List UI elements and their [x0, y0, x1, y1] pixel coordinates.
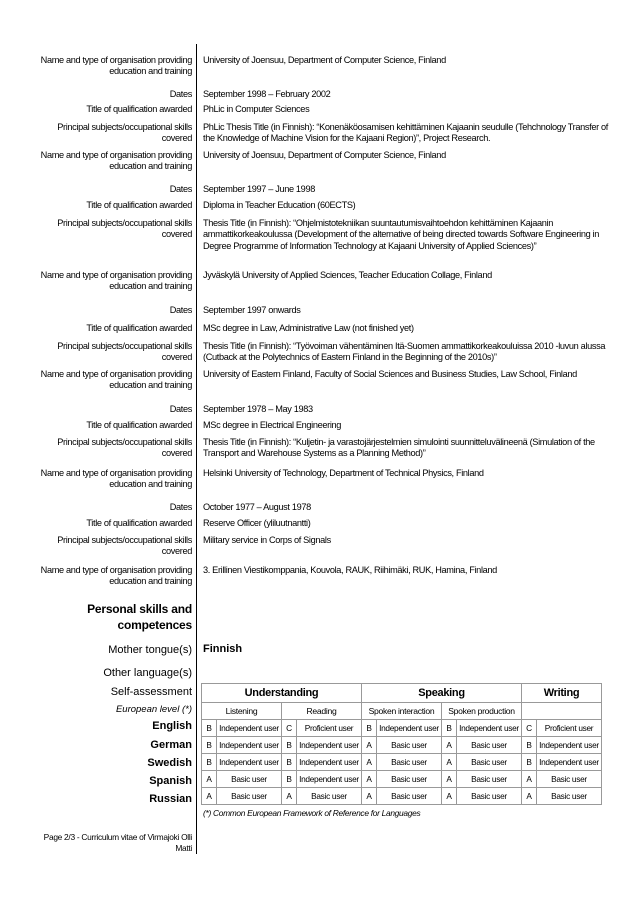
level-code-cell: A	[282, 788, 297, 805]
education-row-value: Diploma in Teacher Education (60ECTS)	[203, 200, 356, 210]
education-row-label: Title of qualification awarded	[86, 323, 192, 333]
language-row	[202, 754, 602, 771]
language-name: Spanish	[149, 775, 192, 787]
level-desc-cell: Basic user	[297, 788, 362, 805]
education-row-label: Name and type of organisation providing education and training	[40, 369, 192, 391]
level-code-cell: B	[522, 737, 537, 754]
level-code-cell: B	[522, 754, 537, 771]
education-row-label: Dates	[169, 89, 192, 99]
level-desc-cell: Basic user	[457, 788, 522, 805]
language-name: Swedish	[147, 757, 192, 769]
language-row	[202, 720, 602, 737]
education-row-label: Name and type of organisation providing education and training	[40, 468, 192, 490]
page-footer: Page 2/3 - Curriculum vitae of Virmajoki Olli Matti	[43, 832, 192, 853]
level-code-cell: B	[442, 720, 457, 737]
cefr-footnote: (*) Common European Framework of Reference for Languages	[203, 808, 421, 818]
education-row-label: Title of qualification awarded	[86, 200, 192, 210]
level-desc-cell: Basic user	[377, 771, 442, 788]
level-code-cell: B	[282, 754, 297, 771]
level-code-cell: A	[362, 771, 377, 788]
level-desc-cell: Basic user	[457, 754, 522, 771]
level-desc-cell: Independent user	[297, 754, 362, 771]
other-languages-label: Other language(s)	[103, 667, 192, 679]
subhead-spoken-interaction: Spoken interaction	[362, 703, 442, 720]
level-code-cell: A	[522, 771, 537, 788]
education-row-label: Principal subjects/occupational skills covered	[57, 535, 192, 557]
education-row-value: MSc degree in Law, Administrative Law (not finished yet)	[203, 323, 414, 333]
education-row-value: Military service in Corps of Signals	[203, 535, 331, 545]
level-code-cell: B	[202, 737, 217, 754]
level-desc-cell: Independent user	[217, 720, 282, 737]
language-row	[202, 737, 602, 754]
level-desc-cell: Independent user	[217, 737, 282, 754]
level-desc-cell: Basic user	[377, 788, 442, 805]
language-row	[202, 788, 602, 805]
level-desc-cell: Independent user	[537, 754, 602, 771]
education-row-value: Thesis Title (in Finnish): “Työvoiman vähentäminen Itä-Suomen ammattikorkeakouluissa 2010 -luvun alussa (Cutback at the Polytechnics of Eastern Finland in the Beginning of the 2010s)”	[203, 341, 606, 363]
level-desc-cell: Basic user	[377, 754, 442, 771]
level-code-cell: C	[522, 720, 537, 737]
education-row-value: PhLic in Computer Sciences	[203, 104, 310, 114]
level-desc-cell: Independent user	[217, 754, 282, 771]
language-name: Russian	[149, 793, 192, 805]
education-row-value: MSc degree in Electrical Engineering	[203, 420, 342, 430]
level-code-cell: B	[362, 720, 377, 737]
education-row-label: Title of qualification awarded	[86, 518, 192, 528]
education-row-value: September 1997 – June 1998	[203, 184, 315, 194]
level-code-cell: B	[202, 720, 217, 737]
level-code-cell: A	[362, 788, 377, 805]
european-level-label: European level (*)	[115, 704, 192, 715]
education-row-label: Title of qualification awarded	[86, 420, 192, 430]
level-desc-cell: Basic user	[537, 788, 602, 805]
education-row-value: Thesis Title (in Finnish): “Kuljetin- ja varastojärjestelmien simulointi suunnitteluvälineenä (Simulation of the Transport and Warehouse Systems as a Planning Method)”	[203, 437, 595, 459]
education-row-value: University of Joensuu, Department of Computer Science, Finland	[203, 55, 446, 65]
level-desc-cell: Basic user	[457, 737, 522, 754]
education-row-label: Name and type of organisation providing education and training	[40, 270, 192, 292]
level-code-cell: B	[202, 754, 217, 771]
level-desc-cell: Independent user	[297, 771, 362, 788]
level-code-cell: B	[282, 737, 297, 754]
education-row-label: Dates	[169, 404, 192, 414]
mother-tongue-label: Mother tongue(s)	[108, 644, 192, 656]
subhead-listening: Listening	[202, 703, 282, 720]
education-row-label: Dates	[169, 184, 192, 194]
language-name: English	[152, 720, 192, 732]
column-divider	[196, 44, 197, 854]
level-desc-cell: Basic user	[377, 737, 442, 754]
level-code-cell: A	[362, 754, 377, 771]
group-understanding: Understanding	[202, 684, 362, 703]
education-row-value: University of Eastern Finland, Faculty of Social Sciences and Business Studies, Law School, Finland	[203, 369, 577, 379]
level-code-cell: A	[202, 771, 217, 788]
level-desc-cell: Basic user	[457, 771, 522, 788]
level-desc-cell: Proficient user	[537, 720, 602, 737]
language-row	[202, 771, 602, 788]
language-table	[201, 683, 602, 805]
level-code-cell: A	[442, 754, 457, 771]
level-desc-cell: Independent user	[537, 737, 602, 754]
education-row-value: 3. Erillinen Viestikomppania, Kouvola, RAUK, Riihimäki, RUK, Hamina, Finland	[203, 565, 497, 575]
education-row-label: Name and type of organisation providing education and training	[40, 55, 192, 77]
subhead-reading: Reading	[282, 703, 362, 720]
level-code-cell: A	[442, 788, 457, 805]
subhead-spoken-production: Spoken production	[442, 703, 522, 720]
level-desc-cell: Basic user	[217, 771, 282, 788]
mother-tongue-value: Finnish	[203, 643, 243, 655]
education-row-value: University of Joensuu, Department of Computer Science, Finland	[203, 150, 446, 160]
self-assessment-label: Self-assessment	[110, 686, 192, 698]
education-row-label: Name and type of organisation providing education and training	[40, 150, 192, 172]
level-code-cell: A	[362, 737, 377, 754]
education-row-value: Helsinki University of Technology, Department of Technical Physics, Finland	[203, 468, 484, 478]
education-row-value: September 1997 onwards	[203, 305, 301, 315]
level-desc-cell: Basic user	[537, 771, 602, 788]
education-row-label: Principal subjects/occupational skills covered	[57, 341, 192, 363]
language-name: German	[150, 739, 192, 751]
level-desc-cell: Basic user	[217, 788, 282, 805]
education-row-value: September 1998 – February 2002	[203, 89, 331, 99]
education-row-label: Principal subjects/occupational skills covered	[57, 122, 192, 144]
education-row-label: Dates	[169, 502, 192, 512]
level-desc-cell: Independent user	[457, 720, 522, 737]
level-code-cell: A	[442, 771, 457, 788]
level-desc-cell: Independent user	[297, 737, 362, 754]
level-code-cell: B	[282, 771, 297, 788]
education-row-label: Principal subjects/occupational skills covered	[57, 218, 192, 240]
personal-skills-heading: Personal skills and competences	[87, 602, 192, 632]
group-writing: Writing	[522, 684, 602, 703]
education-row-value: Reserve Officer (yliluutnantti)	[203, 518, 311, 528]
education-row-value: PhLic Thesis Title (in Finnish): “Konenäköosamisen kehittäminen Kajaanin seudulle (Tehchnology Transfer of the Knowledge of Machine Vision for the Kajaani Region)”, Project Research.	[203, 122, 608, 144]
level-desc-cell: Proficient user	[297, 720, 362, 737]
education-row-label: Name and type of organisation providing education and training	[40, 565, 192, 587]
education-row-value: September 1978 – May 1983	[203, 404, 313, 414]
education-row-value: Thesis Title (in Finnish): “Ohjelmistotekniikan suuntautumisvaihtoehdon kehittäminen Kajaanin ammattikorkeakoulussa (Development of the alternative of being directed towards Software Engineering in Degree Programme of Information Technology at Kajaani University of Applied Sciences)”	[203, 218, 599, 251]
education-row-value: Jyväskylä University of Applied Sciences, Teacher Education Collage, Finland	[203, 270, 492, 280]
education-row-label: Title of qualification awarded	[86, 104, 192, 114]
level-code-cell: A	[202, 788, 217, 805]
education-row-label: Principal subjects/occupational skills covered	[57, 437, 192, 459]
group-speaking: Speaking	[362, 684, 522, 703]
level-code-cell: C	[282, 720, 297, 737]
education-row-value: October 1977 – August 1978	[203, 502, 311, 512]
education-row-label: Dates	[169, 305, 192, 315]
level-desc-cell: Independent user	[377, 720, 442, 737]
subhead-writing-blank	[522, 703, 602, 720]
level-code-cell: A	[442, 737, 457, 754]
level-code-cell: A	[522, 788, 537, 805]
